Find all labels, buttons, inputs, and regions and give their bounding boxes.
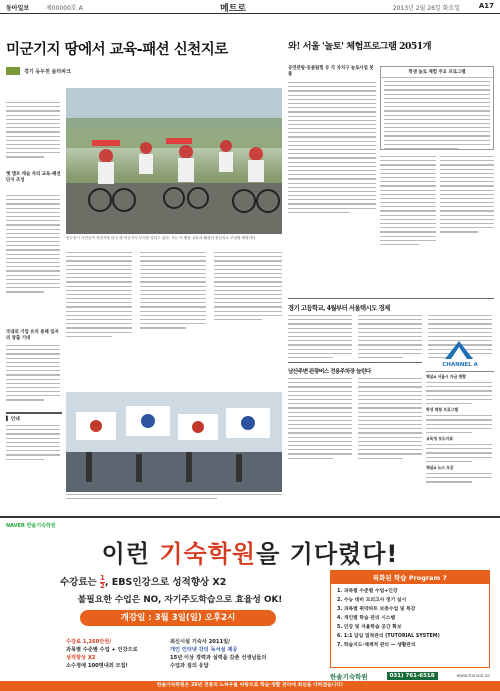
ad-opening-badge: 개강일 : 3월 3일(일) 오후2시 [80,610,276,626]
right-story [288,20,494,52]
cyclists-illustration [66,88,282,234]
left-body-text-e [214,252,282,323]
left-body-text-c [66,252,132,340]
right-subhead-1: 공연관람·동물탐험 등 각 자치구 놀토사업 봇물 [288,66,374,77]
cyclists-caption: 동두천시 시민들이 자전거를 타고 옛 미군기지 부지를 달리고 있다. 시는 이 땅을 교육과 패션의 중심지로 조성할 계획이다. [66,236,257,240]
series-badge [6,67,20,75]
left-body-text-d [140,252,206,332]
right-body-text-a [288,82,376,216]
second-mid-body-a [288,378,352,462]
program-item-3: 3. 과목별 취약파트 보충수업 및 특강 [337,607,416,612]
ad-line1: 수강료는 $\frac{1}{2}$ , EBS인강으로 성적향상 X2 [60,574,227,590]
second-mid-story [288,362,422,375]
program-item-6: 6. 1:1 담임 밀착관리 (TUTORIAL SYSTEM) [337,634,440,639]
channel-item-2[interactable]: 교육청 보도자료 [426,436,453,442]
channel-logo [444,340,474,360]
left-body-text-b [6,195,60,296]
right-headline: 와! 서울 '놀토' 체험프로그램 2051개 [288,41,432,52]
left-subhead-1: 옛 캠프 캐슬 자리 교육-패션 단지 조성 [6,172,61,183]
hansol-ad[interactable] [0,516,500,691]
ad-footer-brand: 한솔기숙학원 031) 761-6518 www.hansol.ac [330,672,490,681]
ad-line2: 불필요한 수업은 NO, 자기주도학습으로 효율성 OK! [77,595,283,605]
masthead [0,0,500,14]
issue-date: 2013년 2월 26일 화요일 [392,5,460,12]
mid-body-text-b [358,315,422,361]
ad-program-title: 특화된 학습 Program 7 [331,571,489,584]
channel-box [426,340,494,506]
issue-number: 제00000호 A [46,5,83,12]
section-title: 메트로 [220,4,247,14]
program-item-1: 1. 과목별 수준별 수업+인강 [337,589,398,594]
mid-story [288,298,494,312]
cyclists-photo [66,88,282,234]
ad-program-box [330,570,490,668]
ad-brand-tag: NAVER 한솔기숙학원 [6,523,56,529]
mid-body-text-a [288,315,352,361]
series-tag: 경기 동두천 솔라파크 [24,68,71,75]
left-body-text-a [6,102,60,161]
mid-headline: 경기 고등학교, 4월부터 서울택시도 경제 [288,305,390,312]
second-mid-body-b [358,378,422,462]
program-table [380,66,494,150]
left-info-box: ▌ 안내 [6,412,62,480]
program-item-2: 2. 수능 대비 모의고사 정기 실시 [337,598,407,603]
ad-mid-bullets: 최신시설 기숙사 2011일/ 개인 인터넷 강의 독서실 제공 15년 이상 경력과 실력을 갖춘 선생님들의 수업과 질의 응답 [170,639,267,669]
program-table-title: 학생 놀토 체험 주요 프로그램 [381,67,493,78]
right-body-text-c [440,156,494,236]
channel-item-3[interactable]: 채널A 뉴스 모음 [426,465,454,470]
newspaper-brand: 동아일보 [6,5,30,12]
ad-footer-bar: 한솔기숙학원은 26년 전통의 노하우를 바탕으로 학습·생활 관리에 최선을 다하겠습니다! [0,681,500,691]
left-subhead-2: 국내외 기업 유치 통해 일자리 창출 기대 [6,330,59,341]
channel-item-0[interactable]: 채널A 서울시 자금 현황 [426,374,466,379]
page-number: A17 [478,2,494,10]
channel-item-1[interactable]: 학생 체험 프로그램 [426,407,458,413]
left-body-text-f [6,345,60,404]
program-item-7: 7. 학습지도·체계적 관리 — 생활관리 [337,643,416,648]
program-item-5: 5. 인강 및 자율학습 공간 확보 [337,625,402,630]
left-headline: 미군기지 땅에서 교육-패션 신천지로 [6,41,228,58]
second-mid-headline: 남산주변 관광버스 전용주차장 늘린다 [288,369,371,375]
ad-headline: 이런 기숙학원을 기다렸다! [101,540,399,568]
fraction-half: $\frac{1}{2}$ [100,574,105,590]
flags-caption-box [66,494,282,512]
channel-title: CHANNEL A [442,362,478,368]
ad-left-bullets: 수강료 1,260만원/ 과목별 수준별 수업 + 인강으로 성적향상 X2 소수정예 100명내외 모집! [66,639,138,669]
program-item-4: 4. 개인별 학습 관리 시스템 [337,616,396,621]
flags-photo [66,392,282,492]
right-body-text-b [380,156,436,248]
